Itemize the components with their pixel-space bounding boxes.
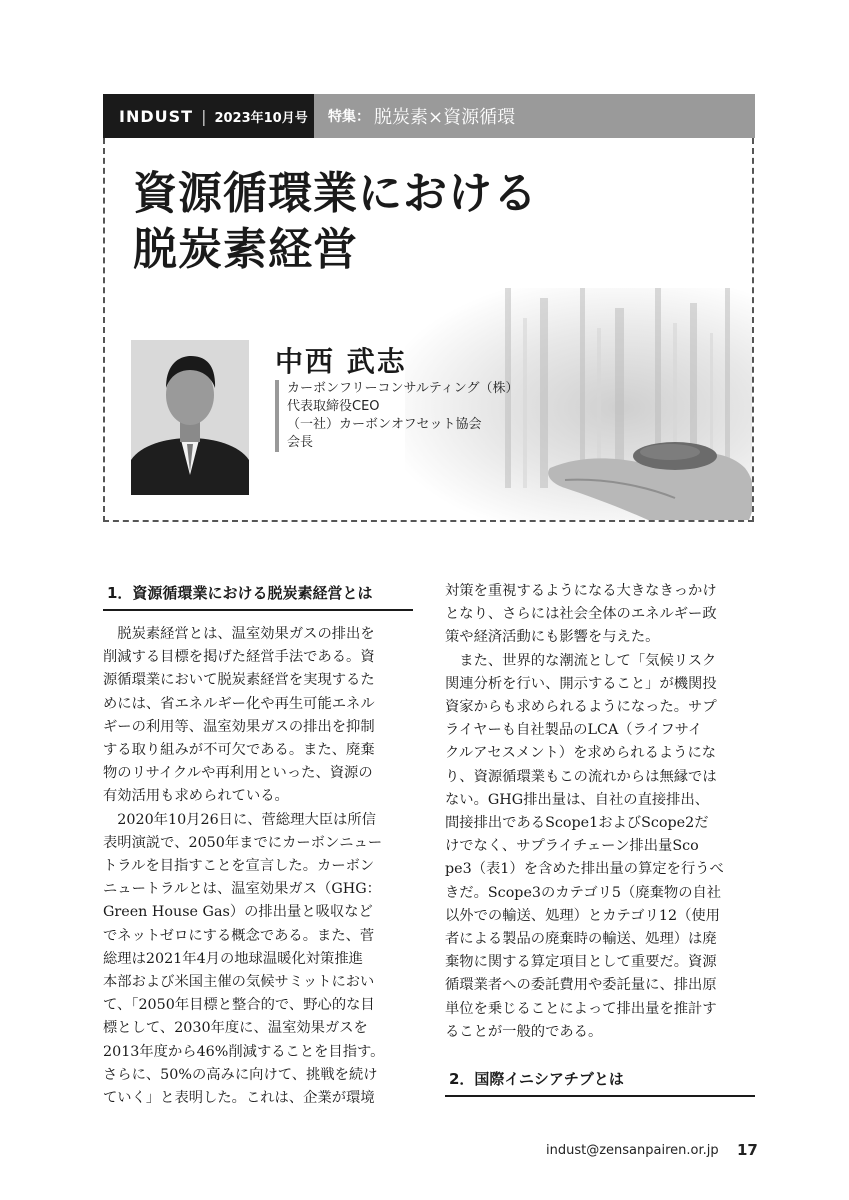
- body-line: 源循環業において脱炭素経営を実現するた: [103, 672, 375, 689]
- portrait-image: [131, 340, 249, 495]
- body-paragraphs: [103, 623, 413, 1110]
- body-line: り、資源循環業もこの流れからは無縁では: [445, 768, 717, 785]
- body-line: けでなく、サプライチェーン排出量Sco: [445, 838, 699, 855]
- body-line: pe3（表1）を含めた排出量の算定を行うべ: [445, 861, 724, 878]
- author-name: 中西 武志: [275, 345, 407, 378]
- page-number: 17: [737, 1141, 758, 1159]
- body-line: Green House Gas）の排出量と吸収など: [103, 904, 373, 921]
- affiliation-line: カーボンフリーコンサルティング（株）: [287, 381, 519, 396]
- issue-label: 2023年10月号: [214, 110, 308, 126]
- left-column: [103, 582, 413, 1110]
- body-line: 関連分析を行い、開示すること」が機関投: [445, 675, 717, 692]
- body-line: 間接排出であるScope1およびScope2だ: [445, 815, 709, 832]
- section-1-heading: 1．資源循環業における脱炭素経営とは: [103, 582, 413, 611]
- body-line: ない。GHG排出量は、自社の直接排出、: [445, 791, 710, 808]
- body-line: 対策を重視するようになる大きなきっかけ: [445, 583, 717, 599]
- body-line: 以外での輸送、処理）とカテゴリ12（使用: [445, 907, 720, 924]
- title-line-1: 資源循環業における: [133, 168, 538, 219]
- body-line: きだ。Scope3のカテゴリ5（廃棄物の自社: [445, 884, 722, 901]
- body-line: 者による製品の廃棄時の輸送、処理）は廃: [445, 931, 717, 948]
- article-title: [133, 166, 538, 278]
- body-line: 2013年度から46%削減することを目指す。: [103, 1043, 385, 1060]
- body-line: 循環業者への委託費用や委託量に、排出原: [445, 977, 717, 994]
- body-line: 策や経済活動にも影響を与えた。: [445, 629, 660, 646]
- right-column: [445, 580, 755, 1109]
- body-line: 資家からも求められるようになった。サプ: [445, 699, 717, 716]
- body-paragraphs: [445, 580, 755, 1044]
- body-line: 単位を乗じることによって排出量を推計す: [445, 1000, 717, 1017]
- body-line: 削減する目標を掲げた経営手法である。資: [103, 649, 375, 666]
- body-line: 標として、2030年度に、温室効果ガスを: [103, 1020, 368, 1037]
- section-2-heading: 2．国際イニシアチブとは: [445, 1068, 755, 1097]
- affiliation-line: 代表取締役CEO: [287, 399, 380, 414]
- body-line: トラルを目指すことを宣言した。カーボン: [103, 858, 375, 875]
- magazine-name: INDUST: [119, 106, 194, 126]
- footer-email: indust@zensanpairen.or.jp: [546, 1143, 719, 1158]
- body-line: また、世界的な潮流として「気候リスク: [445, 652, 717, 669]
- body-line: となり、さらには社会全体のエネルギー政: [445, 606, 717, 623]
- body-line: て、「2050年目標と整合的で、野心的な目: [103, 997, 375, 1014]
- hand-holding-soil-image: [545, 408, 754, 522]
- body-line: ニュートラルとは、温室効果ガス（GHG：: [103, 881, 381, 898]
- affiliation-line: 会長: [287, 435, 314, 450]
- body-line: ていく」と表明した。これは、企業が環境: [103, 1090, 375, 1107]
- header-divider: |: [201, 106, 207, 126]
- header-bar: [103, 94, 755, 138]
- body-line: 総理は2021年4月の地球温暖化対策推進: [103, 950, 363, 967]
- right-column-body: [445, 580, 755, 1044]
- body-line: 2020年10月26日に、菅総理大臣は所信: [103, 811, 376, 828]
- magazine-badge: [103, 94, 314, 138]
- title-line-2: 脱炭素経営: [133, 224, 358, 275]
- body-line: ライヤーも自社製品のLCA（ライフサイ: [445, 722, 703, 739]
- body-line: さらに、50%の高みに向けて、挑戦を続け: [103, 1066, 378, 1083]
- title-box: [103, 138, 754, 522]
- body-line: する取り組みが不可欠である。また、廃棄: [103, 742, 375, 759]
- feature-theme: 脱炭素×資源循環: [374, 107, 516, 128]
- body-line: でネットゼロにする概念である。また、菅: [103, 927, 375, 944]
- body-line: 表明演説で、2050年までにカーボンニュー: [103, 834, 383, 851]
- body-line: 本部および米国主催の気候サミットにおい: [103, 974, 375, 991]
- author-affiliation: [275, 380, 519, 452]
- author-portrait: [131, 340, 249, 495]
- feature-label: 特集：: [328, 109, 370, 125]
- body-line: ることが一般的である。: [445, 1023, 603, 1040]
- left-column-body: [103, 623, 413, 1110]
- body-line: 棄物に関する算定項目として重要だ。資源: [445, 954, 717, 971]
- body-line: 物のリサイクルや再利用といった、資源の: [103, 765, 373, 782]
- affiliation-line: （一社）カーボンオフセット協会: [287, 417, 482, 432]
- body-line: めには、省エネルギー化や再生可能エネル: [103, 695, 375, 712]
- body-line: クルアセスメント）を求められるようにな: [445, 745, 717, 762]
- body-line: 脱炭素経営とは、温室効果ガスの排出を: [103, 626, 375, 642]
- body-line: 有効活用も求められている。: [103, 788, 289, 805]
- feature-banner: [328, 94, 515, 138]
- body-line: ギーの利用等、温室効果ガスの排出を抑制: [103, 718, 375, 735]
